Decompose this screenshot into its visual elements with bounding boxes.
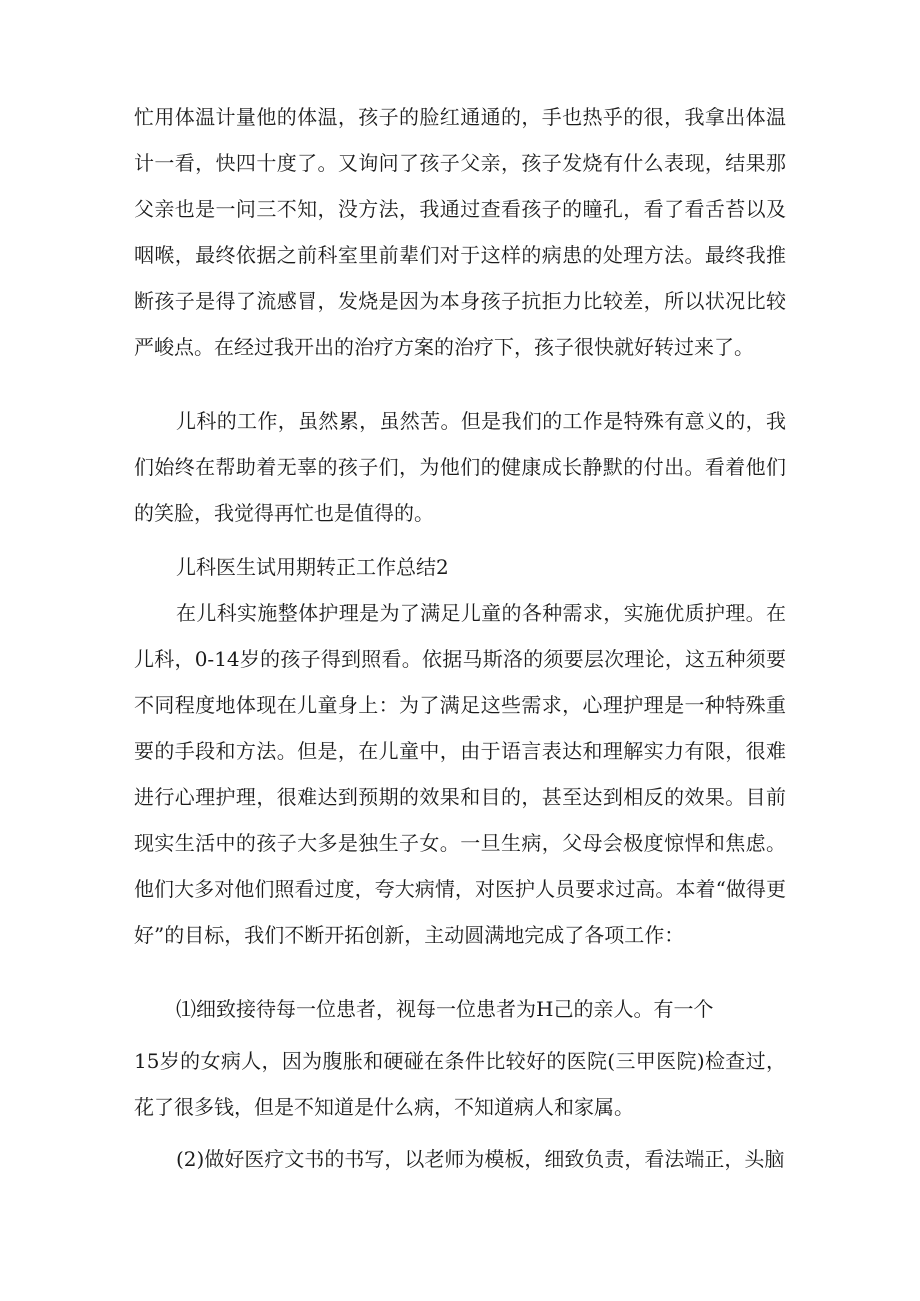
paragraph-3: 在儿科实施整体护理是为了满足儿童的各种需求，实施优质护理。在儿科，0-14岁的孩子得到照看。依据马斯洛的须要层次理论，这五种须要不同程度地体现在儿童身上：为了满足这些需求，心理护理是一种特殊重要的手段和方法。但是，在儿童中，由于语言表达和理解实力有限，很难进行心理护理，很难达到预期的效果和目的，甚至达到相反的效果。目前现实生活中的孩子大多是独生子女。一旦生病，父母会极度惊悍和焦虑。他们大多对他们照看过度，夸大病情，对医护人员要求过高。本着“做得更好”的目标，我们不断开拓创新，主动圆满地完成了各项工作： [134, 601, 786, 947]
paragraph-2: 儿科的工作，虽然累，虽然苦。但是我们的工作是特殊有意义的，我们始终在帮助着无辜的孩子们，为他们的健康成长静默的付出。看着他们的笑脸，我觉得再忙也是值得的。 [134, 409, 786, 525]
list-item-1-first-line: ⑴细致接待每一位患者，视每一位患者为H己的亲人。有一个 [176, 997, 714, 1021]
paragraph-1: 忙用体温计量他的体温，孩子的脸红通通的，手也热乎的很，我拿出体温计一看，快四十度了。又询问了孩子父亲，孩子发烧有什么表现，结果那父亲也是一问三不知，没方法，我通过查看孩子的瞳孔，看了看舌苔以及咽喉，最终依据之前科室里前辈们对于这样的病患的处理方法。最终我推断孩子是得了流感冒，发烧是因为本身孩子抗拒力比较差，所以状况比较严峻点。在经过我开出的治疗方案的治疗下，孩子很快就好转过来了。 [134, 105, 786, 359]
section-title: 儿科医生试用期转正工作总结2 [176, 555, 449, 579]
list-item-1-continuation: 15岁的女病人，因为腹胀和硬碰在条件比较好的医院(三甲医院)检查过，花了很多钱，但是不知道是什么病，不知道病人和家属。 [134, 1049, 786, 1119]
list-item-2: (2)做好医疗文书的书写，以老师为模板，细致负责，看法端正，头脑 [176, 1147, 785, 1171]
